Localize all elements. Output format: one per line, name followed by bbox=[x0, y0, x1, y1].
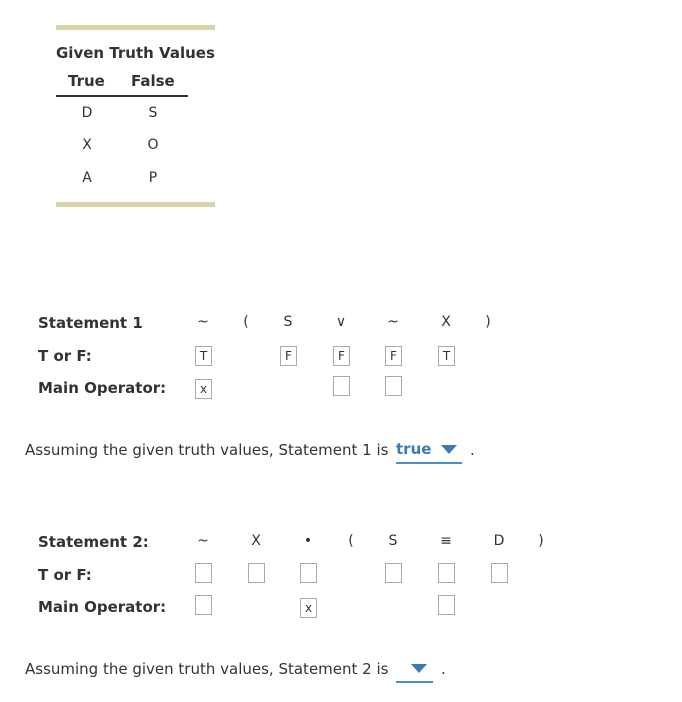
statement2-tf-box[interactable] bbox=[248, 563, 265, 583]
truth-table-true-value: D bbox=[81, 105, 93, 121]
truth-table-true-value: A bbox=[82, 170, 92, 186]
statement2-symbol: X bbox=[251, 533, 261, 549]
statement1-answer-value: true bbox=[396, 440, 432, 458]
statement1-main-operator-label: Main Operator: bbox=[38, 379, 167, 397]
statement1-symbol: ~ bbox=[387, 314, 399, 330]
truth-table-bottom-rule bbox=[56, 202, 215, 207]
statement2-tf-box[interactable] bbox=[385, 563, 402, 583]
statement1-tf-box[interactable]: T bbox=[438, 346, 455, 366]
statement2-period: . bbox=[441, 660, 446, 678]
statement2-main-operator-box[interactable] bbox=[195, 595, 212, 615]
statement1-main-operator-box[interactable] bbox=[385, 376, 402, 396]
statement2-answer-dropdown[interactable] bbox=[396, 659, 433, 683]
statement1-symbol: ) bbox=[485, 314, 491, 330]
statement1-tf-box[interactable]: F bbox=[333, 346, 350, 366]
statement2-tf-box[interactable] bbox=[438, 563, 455, 583]
statement1-tf-label: T or F: bbox=[38, 347, 92, 365]
truth-table-false-value: P bbox=[148, 170, 158, 186]
statement2-main-operator-box[interactable]: x bbox=[300, 598, 317, 618]
chevron-down-icon bbox=[411, 664, 427, 673]
statement1-symbol: ~ bbox=[197, 314, 209, 330]
statement1-conclusion: Assuming the given truth values, Statement 1 is bbox=[25, 441, 389, 459]
statement2-symbol: S bbox=[388, 533, 398, 549]
truth-table-title: Given Truth Values bbox=[56, 44, 215, 62]
truth-table-false-header: False bbox=[131, 72, 175, 90]
truth-table-top-rule bbox=[56, 25, 215, 30]
statement1-symbol: X bbox=[441, 314, 451, 330]
statement1-tf-box[interactable]: F bbox=[280, 346, 297, 366]
statement1-symbol: ∨ bbox=[335, 314, 347, 330]
statement2-tf-label: T or F: bbox=[38, 566, 92, 584]
statement2-tf-box[interactable] bbox=[195, 563, 212, 583]
statement1-symbol: ( bbox=[243, 314, 249, 330]
statement2-main-operator-box[interactable] bbox=[438, 595, 455, 615]
statement2-conclusion: Assuming the given truth values, Statement 2 is bbox=[25, 660, 389, 678]
statement1-symbol: S bbox=[283, 314, 293, 330]
chevron-down-icon bbox=[441, 445, 457, 454]
truth-table-true-header: True bbox=[68, 72, 105, 90]
statement2-tf-box[interactable] bbox=[491, 563, 508, 583]
statement1-tf-box[interactable]: T bbox=[195, 346, 212, 366]
statement1-period: . bbox=[470, 441, 475, 459]
statement1-label: Statement 1 bbox=[38, 314, 143, 332]
truth-table-false-value: S bbox=[148, 105, 158, 121]
statement2-symbol: ( bbox=[348, 533, 354, 549]
statement2-main-operator-label: Main Operator: bbox=[38, 598, 167, 616]
statement2-label: Statement 2: bbox=[38, 533, 149, 551]
statement2-symbol: D bbox=[493, 533, 505, 549]
statement1-main-operator-box[interactable] bbox=[333, 376, 350, 396]
statement1-tf-box[interactable]: F bbox=[385, 346, 402, 366]
truth-table-true-value: X bbox=[82, 137, 92, 153]
truth-table-false-value: O bbox=[147, 137, 159, 153]
statement1-main-operator-box[interactable]: x bbox=[195, 379, 212, 399]
statement2-symbol: ≡ bbox=[440, 533, 452, 549]
truth-table-header-underline bbox=[56, 95, 188, 97]
statement1-answer-dropdown[interactable] bbox=[396, 440, 462, 464]
statement2-symbol: • bbox=[303, 533, 313, 549]
statement2-symbol: ~ bbox=[197, 533, 209, 549]
statement2-symbol: ) bbox=[538, 533, 544, 549]
statement2-tf-box[interactable] bbox=[300, 563, 317, 583]
